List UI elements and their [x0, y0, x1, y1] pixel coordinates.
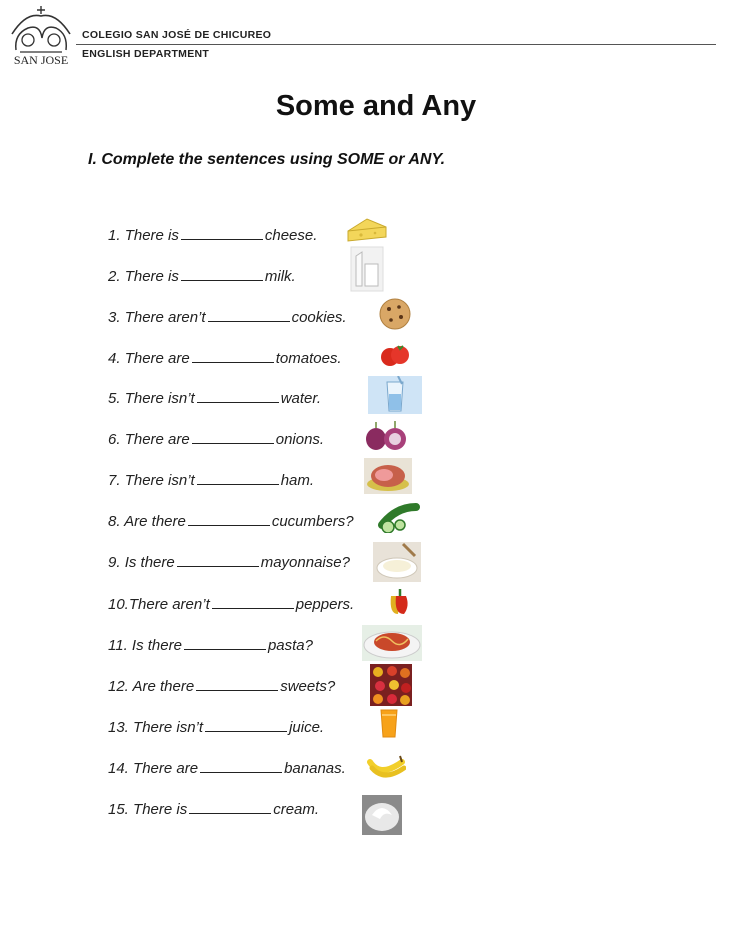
- item-number: 3.: [108, 309, 121, 326]
- banana-icon: [366, 748, 406, 780]
- item-text-before: There are: [133, 760, 199, 777]
- answer-blank[interactable]: [192, 350, 274, 363]
- item-text-after: ham.: [280, 472, 315, 489]
- item-number: 8.: [108, 513, 121, 530]
- exercise-item: [0, 350, 736, 374]
- exercise-item: [0, 554, 736, 578]
- answer-blank[interactable]: [212, 596, 294, 609]
- exercise-item: [0, 596, 736, 620]
- header-divider: [76, 44, 716, 45]
- answer-blank[interactable]: [184, 637, 266, 650]
- school-logo: [6, 4, 76, 70]
- exercise-item: [0, 390, 736, 414]
- item-number: 13.: [108, 719, 129, 736]
- answer-blank[interactable]: [208, 309, 290, 322]
- item-text-after: milk.: [264, 268, 296, 285]
- item-text-after: peppers.: [295, 596, 355, 613]
- item-text-after: pasta?: [267, 637, 313, 654]
- juice-icon: [378, 707, 400, 739]
- item-text-after: cucumbers?: [271, 513, 354, 530]
- answer-blank[interactable]: [197, 390, 279, 403]
- item-text-after: sweets?: [280, 678, 336, 695]
- answer-blank[interactable]: [181, 268, 263, 281]
- item-text-before: There are: [124, 431, 190, 448]
- page-title: Some and Any: [275, 90, 477, 122]
- item-number: 6.: [108, 431, 121, 448]
- ham-icon: [364, 458, 412, 494]
- cucumber-icon: [376, 503, 420, 533]
- item-number: 1.: [108, 227, 121, 244]
- item-number: 10.: [108, 596, 129, 613]
- exercise-item: [0, 719, 736, 743]
- exercise-item: [0, 309, 736, 333]
- item-number: 7.: [108, 472, 121, 489]
- answer-blank[interactable]: [197, 472, 279, 485]
- answer-blank[interactable]: [205, 719, 287, 732]
- cookie-icon: [376, 297, 414, 331]
- item-text-before: Are there: [132, 678, 195, 695]
- exercise-item: [0, 760, 736, 784]
- item-text-before: There isn’t: [124, 390, 195, 407]
- item-number: 9.: [108, 554, 121, 571]
- department-name: ENGLISH DEPARTMENT: [82, 48, 210, 60]
- item-text-before: There isn’t: [124, 472, 195, 489]
- item-number: 11.: [108, 637, 128, 654]
- item-text-after: cookies.: [291, 309, 347, 326]
- item-text-before: There are: [124, 350, 190, 367]
- item-text-before: There isn’t: [133, 719, 204, 736]
- item-text-after: bananas.: [284, 760, 346, 777]
- pepper-icon: [386, 586, 412, 616]
- school-name: COLEGIO SAN JOSÉ DE CHICUREO: [82, 29, 272, 41]
- item-text-before: There is: [124, 268, 179, 285]
- item-text-before: Is there: [124, 554, 175, 571]
- logo-text: SAN JOSE: [13, 53, 69, 67]
- item-number: 12.: [108, 678, 129, 695]
- tomato-icon: [378, 340, 412, 370]
- answer-blank[interactable]: [188, 513, 270, 526]
- answer-blank[interactable]: [200, 760, 282, 773]
- item-text-after: water.: [280, 390, 322, 407]
- item-text-before: There is: [124, 227, 179, 244]
- item-number: 14.: [108, 760, 129, 777]
- item-text-before: There is: [133, 801, 188, 818]
- exercise-item: [0, 431, 736, 455]
- item-text-after: cheese.: [264, 227, 318, 244]
- water-glass-icon: [368, 376, 422, 414]
- exercise-item: [0, 513, 736, 537]
- item-text-after: cream.: [273, 801, 320, 818]
- item-text-before: There aren’t: [128, 596, 210, 613]
- item-text-after: juice.: [289, 719, 325, 736]
- exercise-item: [0, 472, 736, 496]
- exercise-item: [0, 268, 736, 292]
- item-number: 5.: [108, 390, 121, 407]
- item-text-before: Is there: [131, 637, 182, 654]
- item-number: 15.: [108, 801, 129, 818]
- pasta-icon: [362, 625, 422, 661]
- mayonnaise-icon: [373, 542, 421, 582]
- exercise-item: [0, 678, 736, 702]
- answer-blank[interactable]: [181, 227, 263, 240]
- cream-icon: [362, 795, 402, 835]
- sweets-icon: [370, 664, 412, 706]
- item-text-after: tomatoes.: [275, 350, 342, 367]
- exercise-item: [0, 801, 736, 825]
- item-number: 2.: [108, 268, 121, 285]
- answer-blank[interactable]: [177, 554, 259, 567]
- item-text-after: mayonnaise?: [260, 554, 350, 571]
- item-text-after: onions.: [275, 431, 325, 448]
- onion-icon: [362, 419, 412, 453]
- answer-blank[interactable]: [192, 431, 274, 444]
- item-text-before: Are there: [124, 513, 186, 530]
- answer-blank[interactable]: [196, 678, 278, 691]
- cheese-icon: [345, 213, 389, 243]
- milk-icon: [350, 246, 384, 292]
- item-number: 4.: [108, 350, 121, 367]
- instruction-text: I. Complete the sentences using SOME or ANY.: [88, 151, 446, 168]
- item-text-before: There aren’t: [124, 309, 206, 326]
- exercise-item: [0, 637, 736, 661]
- answer-blank[interactable]: [189, 801, 271, 814]
